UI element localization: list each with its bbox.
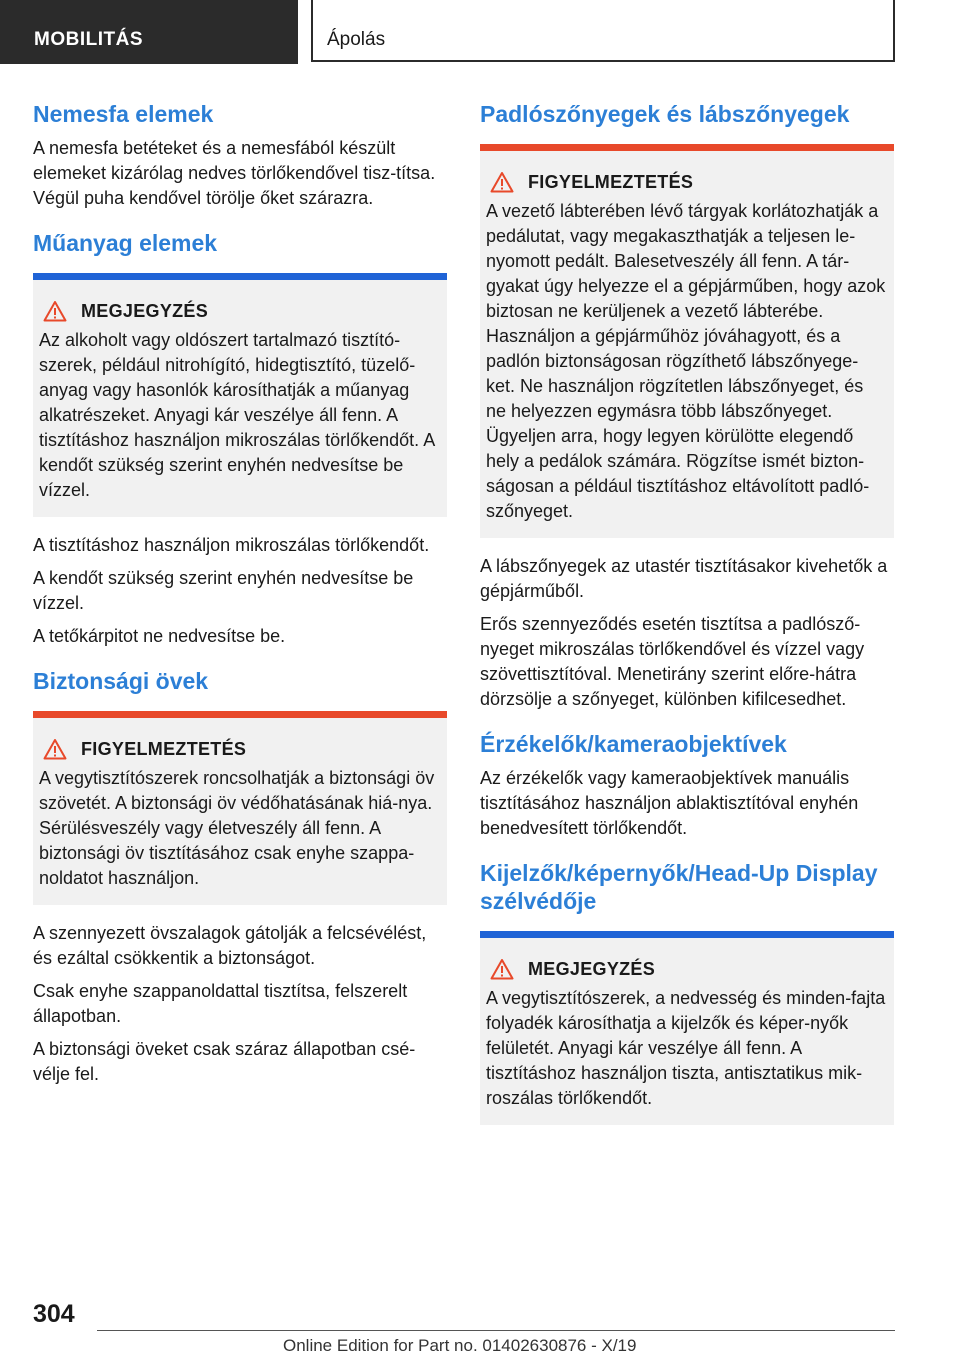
page-number: 304: [33, 1300, 75, 1328]
warning-text: A vezető lábterében lévő tárgyak korlátozhatják a pedálutat, vagy megakaszthatják a teljesen le-nyomott pedált. Balesetveszély áll fenn. A tár-gyakat úgy helyezze el a gépjárműben, hogy azok biztosan ne kerüljenek a vezető lábterébe. Használjon a gépjárműhöz jóváhagyott, és a padlón biztonságosan rögzíthető lábszőnyege-ket. Ne használjon rögzítetlen lábszőnyeget, és ne helyezzen egymásra több lábszőnyeget. Ügyeljen arra, hogy legyen körülötte elegendő hely a pedálok számára. Rögzítse ismét bizton-ságosan a például tisztításhoz eltávolított padló-szőnyeget.: [486, 201, 886, 521]
paragraph: Az érzékelők vagy kameraobjektívek manuális tisztításához használjon ablaktisztítóval enyhén benedvesített törlőkendőt.: [480, 768, 859, 838]
section-kijelzok: [480, 859, 894, 1125]
heading-nemesfa: Nemesfa elemek: [33, 101, 214, 127]
warning-label: FIGYELMEZTETÉS: [528, 171, 694, 192]
warning-box: [33, 711, 447, 905]
paragraph: A tisztításhoz használjon mikroszálas törlőkendőt.: [33, 535, 430, 555]
section-biztonsagi-ovek: [33, 667, 447, 1087]
paragraph: A tetőkárpitot ne nedvesítse be.: [33, 626, 286, 646]
heading-kijelzok: Kijelzők/képernyők/Head-Up Display szélvédője: [480, 860, 878, 914]
warning-triangle-icon: [490, 171, 514, 193]
notice-label: MEGJEGYZÉS: [528, 958, 656, 979]
section-label: MOBILITÁS: [34, 29, 143, 50]
paragraph: A lábszőnyegek az utastér tisztításakor kivehetők a gépjárműből.: [480, 556, 888, 601]
warning-label: FIGYELMEZTETÉS: [81, 738, 247, 759]
paragraph: Csak enyhe szappanoldattal tisztítsa, felszerelt állapotban.: [33, 981, 408, 1026]
section-padloszonyegek: [480, 100, 894, 712]
notice-text: Az alkoholt vagy oldószert tartalmazó tisztító-szerek, például nitrohígító, hidegtisztító, tüzelő-anyag vagy hasonlók károsíthatják a műanyag alkatrészeket. Anyagi kár veszélye áll fenn. A tisztításhoz használjon mikroszálas törlőkendőt. A kendőt szükség szerint enyhén nedvesítse be vízzel.: [39, 330, 435, 500]
notice-box: [480, 931, 894, 1125]
section-muanyag: [33, 229, 447, 649]
left-column: [33, 100, 447, 1101]
heading-biztonsagi-ovek: Biztonsági övek: [33, 668, 209, 694]
chapter-tab: [311, 0, 895, 62]
section-nemesfa: [33, 100, 447, 211]
heading-erzekelok: Érzékelők/kameraobjektívek: [480, 731, 787, 757]
heading-muanyag: Műanyag elemek: [33, 230, 218, 256]
paragraph: A kendőt szükség szerint enyhén nedvesítse be vízzel.: [33, 568, 414, 613]
paragraph: A nemesfa betéteket és a nemesfából készült elemeket kizárólag nedves törlőkendővel tisz-títsa. Végül puha kendővel törölje őket szárazra.: [33, 138, 436, 208]
notice-label: MEGJEGYZÉS: [81, 300, 209, 321]
paragraph: A szennyezett övszalagok gátolják a felcsévélést, és ezáltal csökkentik a biztonságot.: [33, 923, 427, 968]
edition-text: Online Edition for Part no. 01402630876 - X/19: [283, 1336, 637, 1355]
right-column: [480, 100, 894, 1141]
section-erzekelok: [480, 730, 894, 841]
paragraph: A biztonsági öveket csak száraz állapotban csé-vélje fel.: [33, 1039, 416, 1084]
warning-text: A vegytisztítószerek roncsolhatják a biztonsági öv szövetét. A biztonsági öv védőhatásának hiá-nya. Sérülésveszély vagy életveszély áll fenn. A biztonsági öv tisztításához csak enyhe szappa-noldatot használjon.: [39, 768, 435, 888]
notice-box: [33, 273, 447, 517]
warning-triangle-icon: [490, 958, 514, 980]
notice-text: A vegytisztítószerek, a nedvesség és minden-fajta folyadék károsíthatja a kijelzők és képer-nyők felületét. Anyagi kár veszélye áll fenn. A tisztításhoz használjon tiszta, antisztatikus mik-roszálas törlőkendőt.: [486, 988, 886, 1108]
chapter-label: Ápolás: [327, 29, 386, 50]
warning-box: [480, 144, 894, 538]
heading-padloszonyegek: Padlószőnyegek és lábszőnyegek: [480, 101, 850, 127]
paragraph: Erős szennyeződés esetén tisztítsa a padlósző-nyeget mikroszálas törlőkendővel és vízzel vagy szövettisztítóval. Menetirány szerint előre-hátra dörzsölje a szőnyeget, különben kifilcesedhet.: [480, 614, 865, 709]
footer-divider: [97, 1330, 895, 1331]
section-tab: [0, 0, 298, 64]
warning-triangle-icon: [43, 738, 67, 760]
warning-triangle-icon: [43, 300, 67, 322]
